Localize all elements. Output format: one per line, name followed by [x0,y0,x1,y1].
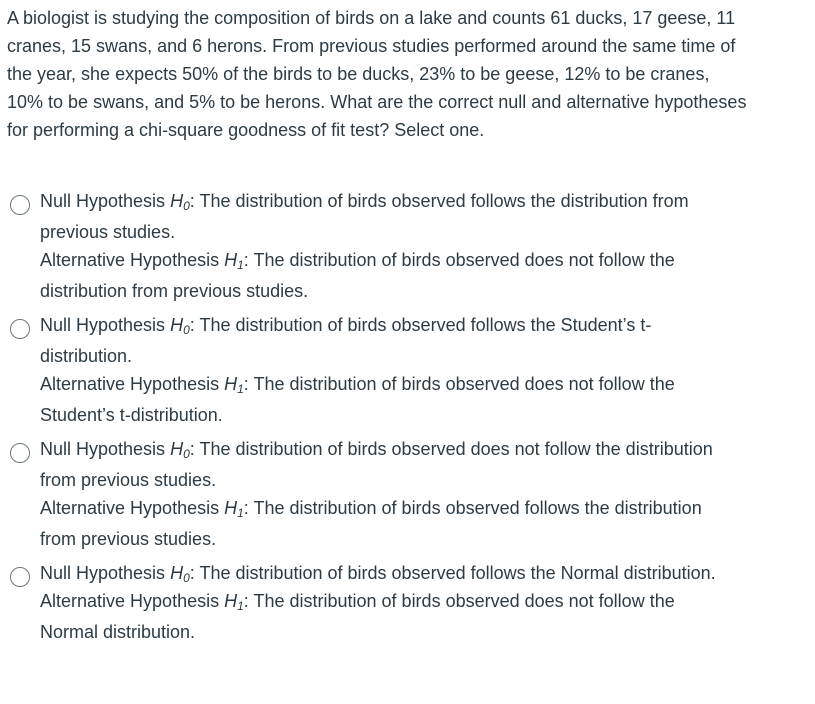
alt-symbol: $H_1$ [224,591,244,613]
null-symbol: $H_0$ [170,563,190,585]
null-label: Null Hypothesis [40,563,166,583]
answer-options [0,186,815,682]
radio-button-option-1[interactable] [10,195,30,215]
alt-statement: : The distribution of birds observed does not follow the Student’s t-distribution. [40,374,675,425]
radio-button-option-2[interactable] [10,319,30,339]
null-hypothesis [40,434,730,496]
null-symbol: $H_0$ [170,191,190,213]
alt-label: Alternative Hypothesis [40,498,220,518]
alternative-hypothesis [40,493,730,555]
null-hypothesis [40,558,730,589]
null-statement: : The distribution of birds observed follows the distribution from previous studies. [40,191,689,242]
radio-button-option-4[interactable] [10,567,30,587]
question-text: A biologist is studying the composition of birds on a lake and counts 61 ducks, 17 geese, 11 cranes, 15 swans, and 6 herons. From previous studies performed around the same time of the year, she expects 50% of the birds to be ducks, 23% to be geese, 12% to be cranes, 10% to be swans, and 5% to be herons. What are the correct null and alternative hypotheses for performing a chi-square goodness of fit test? Select one. [7,8,747,140]
alt-label: Alternative Hypothesis [40,250,220,270]
null-symbol: $H_0$ [170,315,190,337]
null-hypothesis [40,186,730,248]
null-symbol: $H_0$ [170,439,190,461]
alt-statement: : The distribution of birds observed does not follow the distribution from previous studies. [40,250,675,301]
option-2-text [40,310,730,431]
answer-option-3[interactable] [0,434,815,558]
alt-label: Alternative Hypothesis [40,591,220,611]
alternative-hypothesis [40,586,730,648]
radio-button-option-3[interactable] [10,443,30,463]
alternative-hypothesis [40,245,730,307]
null-statement: : The distribution of birds observed follows the Student’s t-distribution. [40,315,652,366]
null-statement: : The distribution of birds observed follows the Normal distribution. [189,563,716,583]
null-hypothesis [40,310,730,372]
option-1-text [40,186,730,307]
answer-option-1[interactable] [0,186,815,310]
alt-symbol: $H_1$ [224,498,244,520]
answer-option-4[interactable] [0,558,815,682]
alt-symbol: $H_1$ [224,250,244,272]
null-statement: : The distribution of birds observed does not follow the distribution from previous studies. [40,439,713,490]
alt-statement: : The distribution of birds observed does not follow the Normal distribution. [40,591,675,642]
alt-symbol: $H_1$ [224,374,244,396]
null-label: Null Hypothesis [40,439,166,459]
alternative-hypothesis [40,369,730,431]
null-label: Null Hypothesis [40,315,166,335]
alt-label: Alternative Hypothesis [40,374,220,394]
alt-statement: : The distribution of birds observed follows the distribution from previous studies. [40,498,702,549]
option-4-text [40,558,730,648]
option-3-text [40,434,730,555]
null-label: Null Hypothesis [40,191,166,211]
answer-option-2[interactable] [0,310,815,434]
